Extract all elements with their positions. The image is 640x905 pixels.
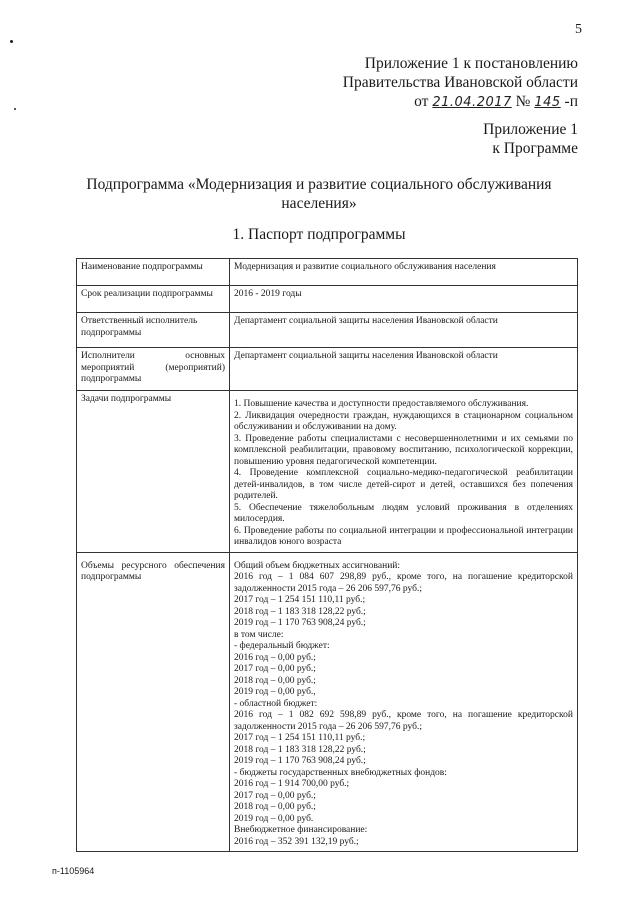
table-row: [77, 391, 578, 553]
funding-line: - областной бюджет:: [234, 698, 318, 709]
page-number: 5: [575, 22, 582, 37]
funding-line: 2017 год – 0,00 руб.;: [234, 790, 316, 801]
task-item: 5. Обеспечение тяжелобольным людям условий проживания в отделениях милосердия.: [234, 502, 573, 524]
table-row: [77, 286, 578, 313]
title-line-2: населения»: [281, 195, 357, 212]
title-line-1: Подпрограмма «Модернизация и развитие социального обслуживания: [86, 176, 552, 193]
number-label: №: [515, 93, 531, 110]
footer-code: п-1105964: [52, 866, 95, 876]
row-label: Объемы ресурсного обеспечения подпрограммы: [77, 552, 230, 852]
row-label: Ответственный исполнитель подпрограммы: [77, 313, 230, 348]
row-value: Модернизация и развитие социального обслуживания населения: [230, 259, 578, 286]
funding-line: 2019 год – 0,00 руб.,: [234, 687, 316, 697]
table-row: [77, 348, 578, 391]
document-title: [60, 175, 578, 213]
handwritten-date: 21.04.2017: [432, 95, 512, 110]
funding-line: Внебюджетное финансирование:: [234, 825, 368, 835]
appendix-line-1: Приложение 1: [483, 121, 578, 138]
table-row: [77, 552, 578, 852]
funding-line: 2016 год – 0,00 руб.;: [234, 652, 316, 663]
funding-line: 2018 год – 1 183 318 128,22 руб.;: [234, 744, 366, 755]
table-row: [77, 313, 578, 348]
handwritten-number: 145: [534, 95, 561, 110]
funding-line: 2018 год – 1 183 318 128,22 руб.;: [234, 606, 366, 617]
funding-line: 2017 год – 1 254 151 110,11 руб.;: [234, 595, 366, 605]
row-value: Департамент социальной защиты населения Ивановской области: [230, 313, 578, 348]
funding-line: - федеральный бюджет:: [234, 641, 330, 651]
header-line-2: Правительства Ивановской области: [342, 74, 578, 91]
funding-line: 2017 год – 1 254 151 110,11 руб.;: [234, 733, 366, 743]
task-item: 6. Проведение работы по социальной интеграции и профессиональной интеграции инвалидов юного возраста: [234, 525, 573, 547]
scan-dot: [10, 40, 13, 43]
header-line-1: Приложение 1 к постановлению: [364, 55, 578, 72]
funding-line: 2019 год – 1 170 763 908,24 руб.;: [234, 618, 366, 628]
task-item: 1. Повышение качества и доступности предоставляемого обслуживания.: [234, 399, 529, 409]
row-value: Департамент социальной защиты населения Ивановской области: [230, 348, 578, 391]
funding-cell: [230, 552, 578, 852]
task-item: 3. Проведение работы специалистами с несовершеннолетними и их семьями по комплексной реабилитации, правовому воспитанию, психологической коррекции, повышению уровня педагогической компетенции.: [234, 433, 573, 467]
resolution-header: [248, 54, 578, 112]
funding-line: 2016 год – 352 391 132,19 руб.;: [234, 836, 359, 847]
task-item: 2. Ликвидация очередности граждан, нуждающихся в стационарном социальном обслуживании и обслуживании на дому.: [234, 410, 573, 432]
funding-line: - бюджеты государственных внебюджетных фондов:: [234, 767, 447, 778]
row-label: Срок реализации подпрограммы: [77, 286, 230, 313]
table-row: [77, 259, 578, 286]
funding-line: 2017 год – 0,00 руб.;: [234, 664, 316, 674]
row-label: Задачи подпрограммы: [77, 391, 230, 553]
funding-line: 2018 год – 0,00 руб.;: [234, 802, 316, 812]
section-title: 1. Паспорт подпрограммы: [232, 226, 406, 243]
number-suffix: -п: [564, 93, 578, 110]
date-prefix: от: [414, 93, 429, 110]
funding-line: 2016 год – 1 084 607 298,89 руб., кроме того, на погашение кредиторской задолженности 2015 года – 26 206 597,76 руб.;: [234, 572, 573, 594]
funding-line: 2016 год – 1 082 692 598,89 руб., кроме того, на погашение кредиторской задолженности 2015 года – 26 206 597,76 руб.;: [234, 710, 573, 732]
funding-line: Общий объем бюджетных ассигнований:: [234, 560, 401, 571]
header-date-line: [248, 92, 578, 112]
passport-table: [76, 258, 578, 852]
funding-line: 2018 год – 0,00 руб.;: [234, 675, 316, 686]
row-label: Исполнители основных мероприятий (мероприятий) подпрограммы: [77, 348, 230, 391]
scan-dot: [14, 108, 16, 110]
funding-line: 2016 год – 1 914 700,00 руб.;: [234, 779, 350, 789]
funding-line: 2019 год – 1 170 763 908,24 руб.;: [234, 756, 366, 766]
tasks-cell: [230, 391, 578, 553]
appendix-line-2: к Программе: [492, 140, 578, 157]
row-value: 2016 - 2019 годы: [230, 286, 578, 313]
task-item: 4. Проведение комплексной социально-медико-педагогической реабилитации детей-инвалидов, в том числе детей-сирот и детей, оставшихся без попечения родителей.: [234, 468, 573, 501]
funding-line: в том числе:: [234, 629, 284, 640]
appendix-block: [338, 120, 578, 158]
row-label: Наименование подпрограммы: [77, 259, 230, 286]
funding-line: 2019 год – 0,00 руб.: [234, 813, 314, 824]
